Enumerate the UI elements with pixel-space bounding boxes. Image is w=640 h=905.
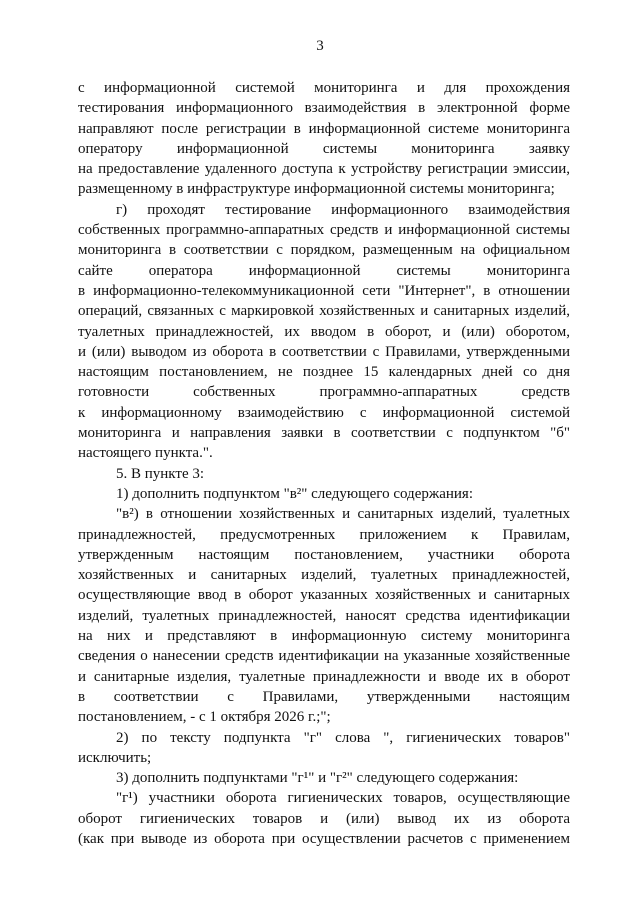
text-line: и (или) выводом из оборота в соответствии с Правилами, утвержденными (78, 343, 570, 360)
text-line: в соответствии с Правилами, утвержденными настоящим (78, 688, 570, 705)
text-line: утвержденным настоящим постановлением, участники оборота (78, 546, 570, 563)
text-line: оборот гигиенических товаров и (или) вывод их из оборота (78, 810, 570, 827)
text-line: операций, связанных с маркировкой хозяйственных и санитарных изделий, (78, 303, 570, 320)
text-line: направляют после регистрации в информационной системе мониторинга (78, 120, 570, 137)
text-line: 3) дополнить подпунктами "г¹" и "г²" следующего содержания: (116, 770, 519, 787)
text-line: размещенному в инфраструктуре информационной системы мониторинга; (78, 181, 555, 198)
text-line: "в²) в отношении хозяйственных и санитарных изделий, туалетных (116, 506, 570, 523)
text-line: 2) по тексту подпункта "г" слова ", гигиенических товаров" (116, 729, 570, 746)
text-line: исключить; (78, 749, 152, 766)
text-line: хозяйственных и санитарных изделий, туалетных принадлежностей, (78, 567, 570, 584)
text-line: осуществляющие ввод в оборот указанных хозяйственных и санитарных (78, 587, 570, 604)
text-line: "г¹) участники оборота гигиенических товаров, осуществляющие (116, 790, 570, 807)
page-number: 3 (316, 38, 324, 54)
text-line: оператору информационной системы мониторинга заявку (78, 140, 570, 157)
text-line: мониторинга и направления заявки в соответствии с подпунктом "б" (78, 425, 570, 442)
text-line: настоящего пункта.". (78, 445, 213, 462)
text-line: настоящим постановлением, не позднее 15 календарных дней со дня (78, 364, 570, 381)
text-line: в информационно-телекоммуникационной сети "Интернет", в отношении (78, 282, 570, 299)
text-line: и санитарные изделия, туалетные принадлежности и вводе их в оборот (78, 668, 570, 685)
text-line: сайте оператора информационной системы мониторинга (78, 262, 570, 279)
text-line: тестирования информационного взаимодействия в электронной форме (78, 100, 570, 117)
text-line: с информационной системой мониторинга и для прохождения (78, 80, 570, 96)
text-line: готовности собственных программно-аппаратных средств (78, 384, 570, 401)
text-line: изделий, туалетных принадлежностей, наносят средства идентификации (78, 607, 570, 624)
text-line: сведения о нанесении средств идентификации на указанные хозяйственные (78, 648, 570, 665)
text-line: постановлением, - с 1 октября 2026 г.;"; (78, 709, 331, 726)
text-line: собственных программно-аппаратных средств и информационной системы (78, 222, 570, 239)
text-line: г) проходят тестирование информационного взаимодействия (116, 201, 570, 218)
text-line: принадлежностей, предусмотренных приложением к Правилам, (78, 526, 570, 543)
text-line: туалетных принадлежностей, их вводом в оборот, и (или) оборотом, (78, 323, 570, 340)
text-line: 1) дополнить подпунктом "в²" следующего содержания: (116, 485, 473, 502)
text-line: 5. В пункте 3: (116, 465, 205, 482)
text-line: к информационному взаимодействию с информационной системой (78, 404, 570, 421)
text-line: на предоставление удаленного доступа к устройству регистрации эмиссии, (78, 161, 570, 178)
text-line: (как при выводе из оборота при осуществлении расчетов с применением (78, 830, 570, 847)
text-line: мониторинга в соответствии с порядком, размещенным на официальном (78, 242, 570, 259)
document-body (78, 78, 570, 849)
text-line: на них и представляют в информационную систему мониторинга (78, 628, 570, 645)
